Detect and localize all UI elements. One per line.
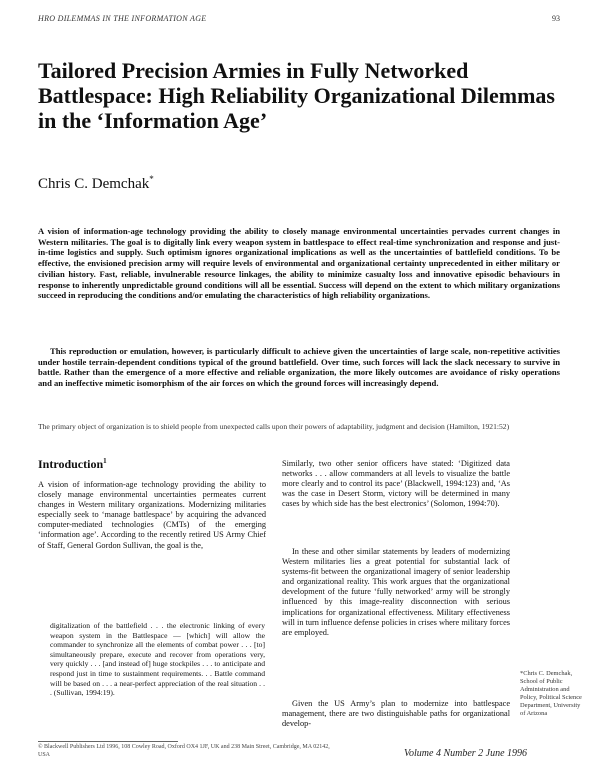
epigraph: The primary object of organization is to shield people from unexpected calls upon their powers of adaptability, judgment and decision (Hamilton, 1921:52) [38, 422, 510, 431]
running-head: HRO DILEMMAS IN THE INFORMATION AGE [38, 14, 207, 23]
body-paragraph: A vision of information-age technology providing the ability to closely manage environmental uncertainties permeates current changes in Western military organizations. Modernizing militaries especially seek to ‘manage battlespace’ by acquiring the advanced computer-mediated technologies (CMTs) of the emerging ‘information age’. According to the recently retired US Army Chief of Staff, General Gordon Sullivan, the goal is the, [38, 480, 266, 550]
abstract-paragraph: A vision of information-age technology providing the ability to closely manage environmental uncertainties pervades current changes in Western militaries. The goal is to digitally link every weapon system in battlespace to effect real-time synchronization and response and just-in-time logistics and supply. Such optimism ignores organizational implications as well as the uncertainties of battlefield conditions. To be effective, the envisioned precision army will require levels of environmental and organizational certainty unprecedented in either military or civilian history. Fast, reliable, invulnerable resource linkages, the ability to minimize casualty loss and innovative episodic behaviours in response to inherently unpredictable ground conditions will all be essential. Success will depend on the extent to which military organizations succeed in reproducing the conditions and/or emulating the characteristics of high reliability organizations. [38, 226, 560, 301]
publisher-copyright: © Blackwell Publishers Ltd 1996, 108 Cowley Road, Oxford OX4 1JF, UK and 238 Main Street, Cambridge, MA 02142, USA [38, 744, 330, 758]
abstract-paragraph: This reproduction or emulation, however, is particularly difficult to achieve given the uncertainties of large scale, non-repetitive activities under hostile terrain-dependent conditions typical of the ground battlefield. Over time, such forces will lack the slack necessary to survive in battle. Rather than the emergence of a more effective and reliable organization, the more likely outcomes are avoidance of risky operations and an ineffective mimetic isomorphism of the air forces on which the ground forces will increasingly depend. [38, 346, 560, 389]
body-paragraph: In these and other similar statements by leaders of modernizing Western militaries lies a great potential for substantial lack of systems-fit between the organizational imagery of senior leadership and organizational reality. This work argues that the organizational development of the future ‘fully networked’ army will be strongly influenced by this image-reality disconnection with serious implications for organizational effectiveness. Military effectiveness will in turn influence defense policies in crises where military forces are employed. [282, 547, 510, 637]
block-quote: digitalization of the battlefield . . . the electronic linking of every weapon system in the Battlespace — [which] will allow the commander to synchronize all the elements of combat power . . . [to] simultaneously prepare, execute and recover from operations very, very quickly . . . [and instead of] huge stockpiles . . . to anticipate and respond just in time to sustainment requirements. . . Battle command will be based on . . . a near-perfect appreciation of the real situation . . . (Sullivan, 1994:19). [50, 621, 265, 698]
author [38, 174, 154, 193]
journal-issue: Volume 4 Number 2 June 1996 [404, 748, 528, 759]
author-affiliation-footnote: *Chris C. Demchak, School of Public Administration and Policy, Political Science Department, University of Arizona [520, 670, 582, 717]
page-number: 93 [552, 14, 560, 23]
footer-divider [38, 741, 178, 742]
body-paragraph: Similarly, two other senior officers have stated: ‘Digitized data networks . . . allow commanders at all levels to visualize the battle more clearly and to control its pace’ (Blackwell, 1994:123) and, ‘As was the case in Desert Storm, victory will be determined in many cases by which side has the best electronics’ (Solomon, 1994:70). [282, 459, 510, 509]
section-heading-text: Introduction [38, 457, 104, 471]
body-paragraph: Given the US Army’s plan to modernize into battlespace management, there are two distinguishable paths for organizational develop- [282, 699, 510, 729]
author-name: Chris C. Demchak [38, 176, 150, 192]
article-title: Tailored Precision Armies in Fully Networked Battlespace: High Reliability Organizational Dilemmas in the ‘Information Age’ [38, 58, 555, 133]
author-footnote-mark: * [149, 174, 154, 184]
section-heading-note-mark: 1 [103, 457, 107, 465]
section-heading-introduction [38, 457, 107, 472]
